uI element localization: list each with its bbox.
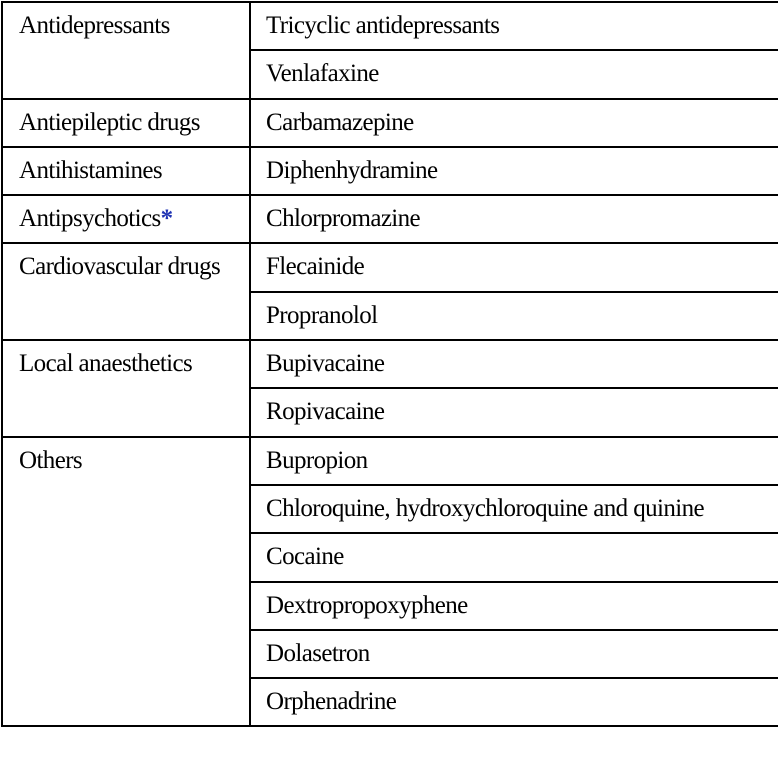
drug-class-cell — [2, 147, 250, 195]
table-row — [2, 437, 778, 485]
drug-name-cell: Cocaine — [250, 533, 778, 581]
drug-class-cell — [2, 195, 250, 243]
drug-class-label: Antiepileptic drugs — [19, 108, 200, 136]
drug-class-cell — [2, 99, 250, 147]
drug-class-table — [1, 1, 778, 727]
drug-class-cell — [2, 243, 250, 340]
drug-class-label: Antipsychotics — [19, 205, 161, 233]
drug-class-cell — [2, 437, 250, 727]
drug-class-label: Others — [19, 446, 83, 474]
drug-name-cell: Dextropropoxyphene — [250, 582, 778, 630]
drug-class-label: Cardiovascular drugs — [19, 253, 221, 281]
footnote-marker: * — [160, 205, 173, 233]
drug-name-cell: Flecainide — [250, 243, 778, 291]
drug-class-label: Antihistamines — [19, 156, 162, 184]
drug-class-label: Local anaesthetics — [19, 350, 193, 378]
drug-name-cell: Chlorpromazine — [250, 195, 778, 243]
table-row — [2, 195, 778, 243]
drug-name-cell: Carbamazepine — [250, 99, 778, 147]
drug-name-cell: Orphenadrine — [250, 678, 778, 726]
drug-name-cell: Ropivacaine — [250, 388, 778, 436]
table-row — [2, 99, 778, 147]
drug-class-cell — [2, 2, 250, 99]
table-row — [2, 147, 778, 195]
drug-name-cell: Chloroquine, hydroxychloroquine and quinine — [250, 485, 778, 533]
drug-name-cell: Propranolol — [250, 292, 778, 340]
drug-name-cell: Dolasetron — [250, 630, 778, 678]
drug-class-label: Antidepressants — [19, 12, 170, 39]
drug-name-cell: Bupivacaine — [250, 340, 778, 388]
table-row — [2, 340, 778, 388]
table-row — [2, 2, 778, 50]
drug-class-cell — [2, 340, 250, 437]
drug-name-cell: Venlafaxine — [250, 50, 778, 98]
drug-name-cell: Diphenhydramine — [250, 147, 778, 195]
table-row — [2, 243, 778, 291]
drug-name-cell: Tricyclic antidepressants — [250, 2, 778, 50]
drug-name-cell: Bupropion — [250, 437, 778, 485]
